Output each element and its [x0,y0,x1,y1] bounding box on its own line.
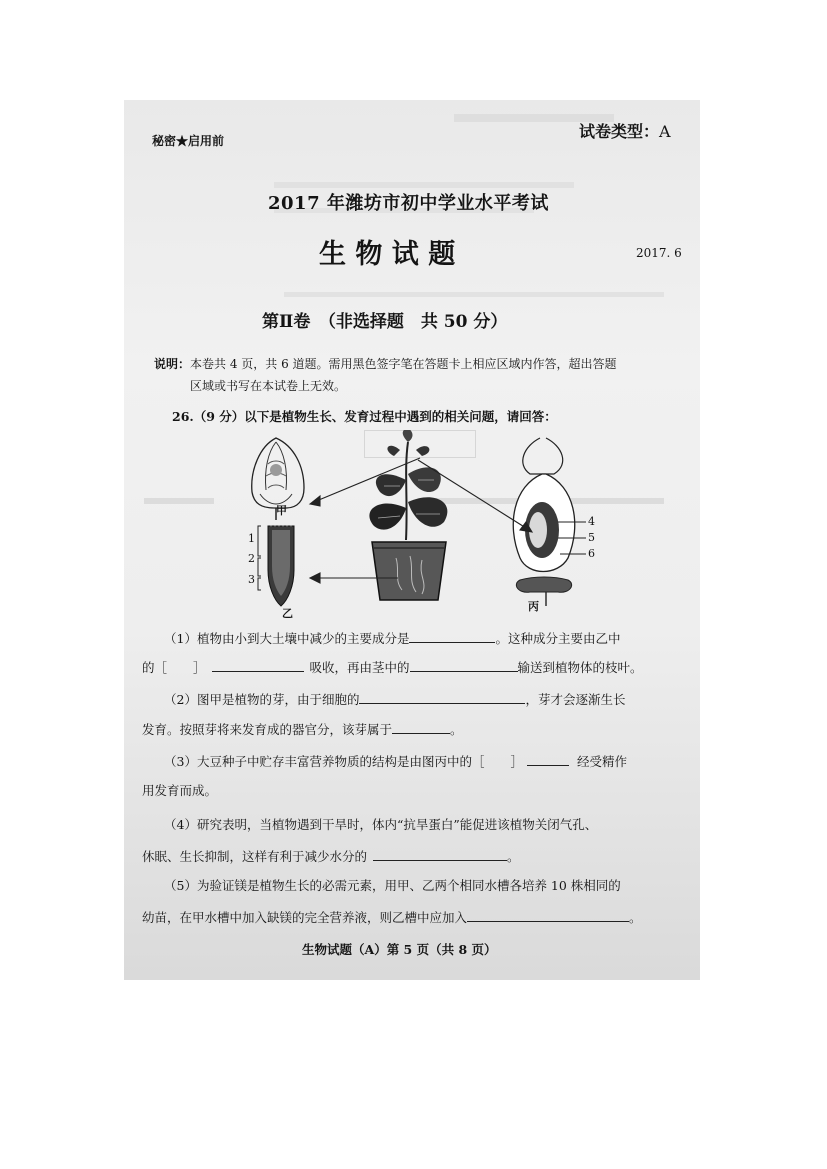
secret-label: 秘密★启用前 [152,134,225,148]
answer-blank-2b[interactable] [392,719,450,734]
root-label-3: 3 [248,573,255,586]
root-label-1: 1 [248,532,255,545]
root-label-2: 2 [248,552,255,565]
answer-blank-4[interactable] [373,846,507,861]
part-2-line-1: （2）图甲是植物的芽，由于细胞的 ，芽才会逐渐生长 [164,689,625,708]
paper-type [579,119,671,142]
part-4-line-1: （4）研究表明，当植物遇到干旱时，体内“抗旱蛋白”能促进该植物关闭气孔、 [164,817,598,832]
figure-label-jia: 甲 [276,504,287,517]
subject-title: 生 物 试 题 [319,239,456,270]
part-2-line-2: 发育。按照芽将来发育成的器官分，该芽属于 。 [142,719,463,738]
part-5-line-2: 幼苗，在甲水槽中加入缺镁的完全营养液，则乙槽中应加入 。 [142,907,642,926]
exam-title: 2017 年潍坊市初中学业水平考试 [268,193,549,214]
answer-blank-1b[interactable] [212,657,304,672]
part-1-line-1: （1）植物由小到大土壤中减少的主要成分是 。这种成分主要由乙中 [164,628,620,647]
notice-line-2: 区域或书写在本试卷上无效。 [190,379,347,393]
answer-blank-1a[interactable] [409,628,495,643]
notice-label: 说明： [154,357,191,371]
notice-line-1 [154,355,617,372]
paper-type-label: 试卷类型： [579,122,660,141]
seed-label-6: 6 [588,547,595,560]
seed-diagram [513,438,586,606]
part-4-line-2: 休眠、生长抑制，这样有利于减少水分的 。 [142,846,520,865]
answer-blank-5[interactable] [467,907,629,922]
answer-blank-2a[interactable] [359,689,525,704]
part-3-line-2: 用发育而成。 [142,783,218,798]
part-1-line-2: 的［ ］ 吸收，再由茎中的 输送到植物体的枝叶。 [142,657,643,676]
seed-label-4: 4 [588,515,595,528]
exam-sheet [124,100,700,980]
figure-label-bing: 丙 [528,600,539,613]
question-heading: 26.（9 分）以下是植物生长、发育过程中遇到的相关问题，请回答： [172,409,557,424]
part-5-line-1: （5）为验证镁是植物生长的必需元素，用甲、乙两个相同水槽各培养 10 株相同的 [164,878,621,893]
exam-date: 2017. 6 [636,246,682,260]
notice-text-1: 本卷共 4 页，共 6 道题。需用黑色签字笔在答题卡上相应区域内作答，超出答题 [190,357,617,371]
answer-blank-1c[interactable] [410,657,518,672]
plant-figure [224,430,604,620]
seed-label-5: 5 [588,531,595,544]
paper-type-value: A [659,122,671,141]
root-tip-diagram [258,526,294,606]
volume-title: 第Ⅱ卷 （非选择题 共 50 分） [262,312,508,332]
answer-blank-3[interactable] [527,751,569,766]
potted-plant-diagram [369,430,447,600]
page-footer: 生物试题（A）第 5 页（共 8 页） [302,942,497,957]
figure-label-yi: 乙 [282,607,293,620]
part-3-line-1: （3）大豆种子中贮存丰富营养物质的结构是由图丙中的［ ］ 经受精作 [164,751,627,770]
